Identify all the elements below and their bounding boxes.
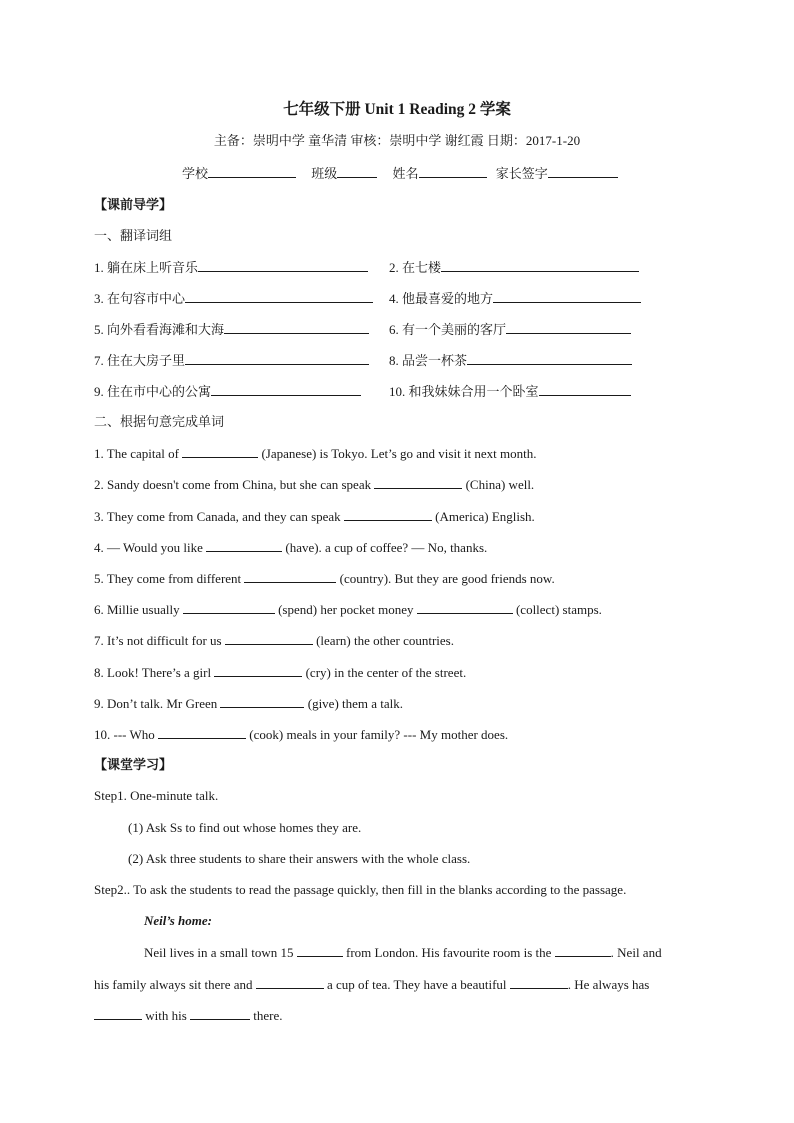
class-blank[interactable] xyxy=(337,164,377,178)
author-line: 主备：崇明中学 童华清 审核：崇明中学 谢红霞 日期：2017-1-20 xyxy=(213,133,581,148)
class-study-heading: 【课堂学习】 xyxy=(94,757,173,772)
answer-blank[interactable] xyxy=(214,663,302,677)
school-blank[interactable] xyxy=(208,164,296,178)
answer-blank[interactable] xyxy=(183,600,275,614)
parent-sign-blank[interactable] xyxy=(548,164,618,178)
answer-blank[interactable] xyxy=(182,444,258,458)
answer-blank[interactable] xyxy=(206,538,282,552)
answer-blank[interactable] xyxy=(510,975,568,989)
step2-title: Step2.. To ask the students to read the passage quickly, then fill in the blanks according to the passage. xyxy=(94,882,627,897)
passage-line: his family always sit there and a cup of tea. They have a beautiful . He always has xyxy=(94,977,650,992)
exercise-item: 4. — Would you like (have). a cup of coffee? — No, thanks. xyxy=(94,540,488,555)
step1-title: Step1. One-minute talk. xyxy=(94,788,219,803)
name-label: 姓名 xyxy=(392,166,419,181)
answer-blank[interactable] xyxy=(441,258,639,272)
answer-blank[interactable] xyxy=(190,1006,250,1020)
phrase-item: 6. 有一个美丽的客厅 xyxy=(389,320,631,339)
passage-line: Neil lives in a small town 15 from London. His favourite room is the . Neil and xyxy=(144,945,662,960)
class-label: 班级 xyxy=(311,166,338,181)
step1-item: (2) Ask three students to share their answers with the whole class. xyxy=(128,851,471,866)
phrase-item: 7. 住在大房子里 xyxy=(94,351,369,370)
page-title: 七年级下册 Unit 1 Reading 2 学案 xyxy=(283,101,511,118)
exercise-item: 8. Look! There’s a girl (cry) in the center of the street. xyxy=(94,665,467,680)
answer-blank[interactable] xyxy=(493,289,641,303)
part2-title: 二、根据句意完成单词 xyxy=(94,414,225,429)
exercise-item: 3. They come from Canada, and they can speak (America) English. xyxy=(94,509,535,524)
phrase-item: 9. 住在市中心的公寓 xyxy=(94,382,361,401)
answer-blank[interactable] xyxy=(224,320,369,334)
answer-blank[interactable] xyxy=(220,694,304,708)
answer-blank[interactable] xyxy=(185,351,369,365)
phrase-item: 3. 在句容市中心 xyxy=(94,289,373,308)
answer-blank[interactable] xyxy=(185,289,373,303)
phrase-item: 2. 在七楼 xyxy=(389,258,639,277)
answer-blank[interactable] xyxy=(539,382,631,396)
exercise-item: 7. It’s not difficult for us (learn) the other countries. xyxy=(94,633,454,648)
answer-blank[interactable] xyxy=(94,1006,142,1020)
school-label: 学校 xyxy=(182,166,209,181)
step1-item: (1) Ask Ss to find out whose homes they are. xyxy=(128,820,362,835)
exercise-item: 10. --- Who (cook) meals in your family? --- My mother does. xyxy=(94,727,509,742)
exercise-item: 6. Millie usually (spend) her pocket money (collect) stamps. xyxy=(94,602,602,617)
name-blank[interactable] xyxy=(419,164,487,178)
answer-blank[interactable] xyxy=(211,382,361,396)
answer-blank[interactable] xyxy=(256,975,324,989)
answer-blank[interactable] xyxy=(158,725,246,739)
answer-blank[interactable] xyxy=(244,569,336,583)
phrase-item: 10. 和我妹妹合用一个卧室 xyxy=(389,382,631,401)
answer-blank[interactable] xyxy=(555,943,611,957)
answer-blank[interactable] xyxy=(225,631,313,645)
exercise-item: 5. They come from different (country). But they are good friends now. xyxy=(94,571,555,586)
phrase-item: 8. 品尝一杯茶 xyxy=(389,351,632,370)
answer-blank[interactable] xyxy=(374,475,462,489)
answer-blank[interactable] xyxy=(467,351,632,365)
phrase-item: 1. 躺在床上听音乐 xyxy=(94,258,368,277)
phrase-item: 5. 向外看看海滩和大海 xyxy=(94,320,369,339)
parent-sign-label: 家长签字 xyxy=(495,166,548,181)
exercise-item: 9. Don’t talk. Mr Green (give) them a talk. xyxy=(94,696,404,711)
answer-blank[interactable] xyxy=(198,258,368,272)
phrase-item: 4. 他最喜爱的地方 xyxy=(389,289,641,308)
pre-study-heading: 【课前导学】 xyxy=(94,197,173,212)
answer-blank[interactable] xyxy=(417,600,513,614)
answer-blank[interactable] xyxy=(344,507,432,521)
neil-heading: Neil’s home: xyxy=(144,913,212,928)
exercise-item: 2. Sandy doesn't come from China, but she can speak (China) well. xyxy=(94,477,535,492)
answer-blank[interactable] xyxy=(506,320,631,334)
part1-title: 一、翻译词组 xyxy=(94,228,173,243)
passage-line: with his there. xyxy=(94,1006,283,1025)
answer-blank[interactable] xyxy=(297,943,343,957)
student-info-line xyxy=(182,164,618,183)
exercise-item: 1. The capital of (Japanese) is Tokyo. Let’s go and visit it next month. xyxy=(94,446,537,461)
